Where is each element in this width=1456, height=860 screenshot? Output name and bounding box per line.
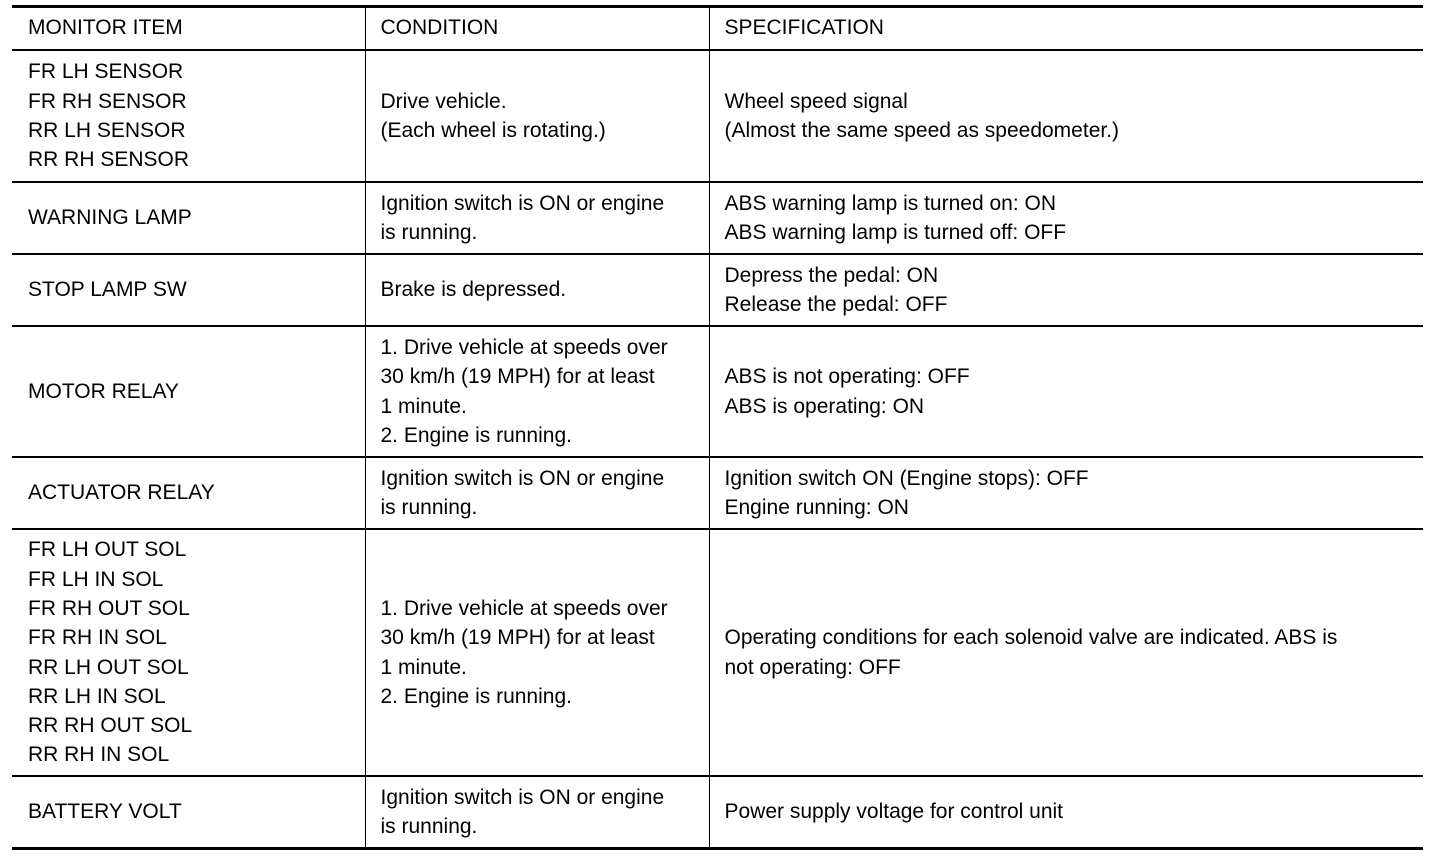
specification-text: ABS is not operating: OFF bbox=[724, 365, 970, 389]
monitor-item-text: WARNING LAMP bbox=[28, 206, 192, 230]
monitor-item-text: FR RH IN SOL bbox=[28, 626, 167, 650]
table-row bbox=[12, 50, 1423, 182]
condition-text: (Each wheel is rotating.) bbox=[380, 119, 606, 142]
specification-text: ABS is operating: ON bbox=[724, 394, 925, 418]
condition-text: 30 km/h (19 MPH) for at least bbox=[380, 626, 655, 650]
specification-cell bbox=[709, 529, 1423, 776]
monitor-item-text: RR RH SENSOR bbox=[28, 148, 190, 172]
monitor-item-text: RR LH SENSOR bbox=[28, 119, 186, 142]
header-specification: SPECIFICATION bbox=[709, 7, 1423, 51]
condition-text: 1 minute. bbox=[380, 655, 467, 679]
header-monitor-item: MONITOR ITEM bbox=[28, 15, 183, 39]
condition-text: is running. bbox=[380, 496, 478, 519]
specification-text: Depress the pedal: ON bbox=[724, 263, 939, 287]
specification-text: ABS warning lamp is turned off: OFF bbox=[724, 221, 1067, 244]
specification-text: Engine running: ON bbox=[724, 496, 909, 519]
monitor-item-text: FR RH SENSOR bbox=[28, 89, 187, 113]
condition-cell bbox=[365, 457, 709, 529]
specification-cell bbox=[709, 50, 1423, 182]
specification-cell bbox=[709, 182, 1423, 254]
condition-text: Ignition switch is ON or engine bbox=[380, 191, 665, 215]
monitor-item-cell bbox=[12, 529, 365, 776]
monitor-item-cell bbox=[12, 50, 365, 182]
table-row bbox=[12, 326, 1423, 457]
monitor-item-cell bbox=[12, 326, 365, 457]
monitor-item-text: ACTUATOR RELAY bbox=[28, 481, 215, 505]
specification-text: Wheel speed signal bbox=[724, 89, 908, 113]
condition-cell bbox=[365, 326, 709, 457]
specification-text: ABS warning lamp is turned on: ON bbox=[724, 191, 1056, 215]
condition-text: 30 km/h (19 MPH) for at least bbox=[380, 365, 655, 389]
condition-text: is running. bbox=[380, 221, 478, 244]
condition-text: Brake is depressed. bbox=[380, 278, 567, 302]
specification-text: (Almost the same speed as speedometer.) bbox=[724, 119, 1120, 142]
specification-text: not operating: OFF bbox=[724, 655, 901, 679]
header-condition: CONDITION bbox=[365, 7, 709, 51]
monitor-item-cell bbox=[12, 254, 365, 326]
specification-text: Power supply voltage for control unit bbox=[724, 800, 1064, 824]
table-row bbox=[12, 182, 1423, 254]
condition-text: 1 minute. bbox=[380, 394, 467, 418]
condition-text: Ignition switch is ON or engine bbox=[380, 785, 665, 809]
monitor-item-text: RR LH OUT SOL bbox=[28, 655, 189, 679]
table-row bbox=[12, 529, 1423, 776]
monitor-item-text: FR LH OUT SOL bbox=[28, 538, 187, 562]
condition-text: 2. Engine is running. bbox=[380, 684, 572, 708]
specification-cell bbox=[709, 457, 1423, 529]
table-row bbox=[12, 254, 1423, 326]
condition-text: Ignition switch is ON or engine bbox=[380, 466, 665, 490]
condition-cell bbox=[365, 182, 709, 254]
specification-text: Operating conditions for each solenoid valve are indicated. ABS is bbox=[724, 626, 1338, 650]
condition-text: Drive vehicle. bbox=[380, 89, 507, 113]
condition-text: is running. bbox=[380, 815, 478, 838]
condition-cell bbox=[365, 50, 709, 182]
condition-cell bbox=[365, 529, 709, 776]
monitor-spec-table bbox=[12, 5, 1423, 850]
specification-text: Release the pedal: OFF bbox=[724, 293, 948, 316]
monitor-item-text: MOTOR RELAY bbox=[28, 379, 179, 403]
specification-cell bbox=[709, 254, 1423, 326]
condition-text: 1. Drive vehicle at speeds over bbox=[380, 596, 668, 620]
table-header-row bbox=[12, 7, 1423, 51]
monitor-item-text: RR RH OUT SOL bbox=[28, 714, 193, 738]
monitor-item-cell bbox=[12, 776, 365, 849]
table-row bbox=[12, 457, 1423, 529]
condition-text: 2. Engine is running. bbox=[380, 423, 572, 447]
monitor-item-cell bbox=[12, 182, 365, 254]
condition-text: 1. Drive vehicle at speeds over bbox=[380, 335, 668, 359]
monitor-item-text: RR LH IN SOL bbox=[28, 684, 166, 708]
monitor-item-text: FR RH OUT SOL bbox=[28, 596, 190, 620]
monitor-item-text: STOP LAMP SW bbox=[28, 278, 187, 302]
monitor-item-text: FR LH IN SOL bbox=[28, 567, 164, 591]
monitor-item-cell bbox=[12, 457, 365, 529]
specification-text: Ignition switch ON (Engine stops): OFF bbox=[724, 466, 1089, 490]
specification-cell bbox=[709, 326, 1423, 457]
monitor-item-text: BATTERY VOLT bbox=[28, 800, 182, 824]
condition-cell bbox=[365, 254, 709, 326]
condition-cell bbox=[365, 776, 709, 849]
monitor-item-text: RR RH IN SOL bbox=[28, 743, 170, 767]
specification-cell bbox=[709, 776, 1423, 849]
table-row bbox=[12, 776, 1423, 849]
monitor-item-text: FR LH SENSOR bbox=[28, 60, 184, 84]
